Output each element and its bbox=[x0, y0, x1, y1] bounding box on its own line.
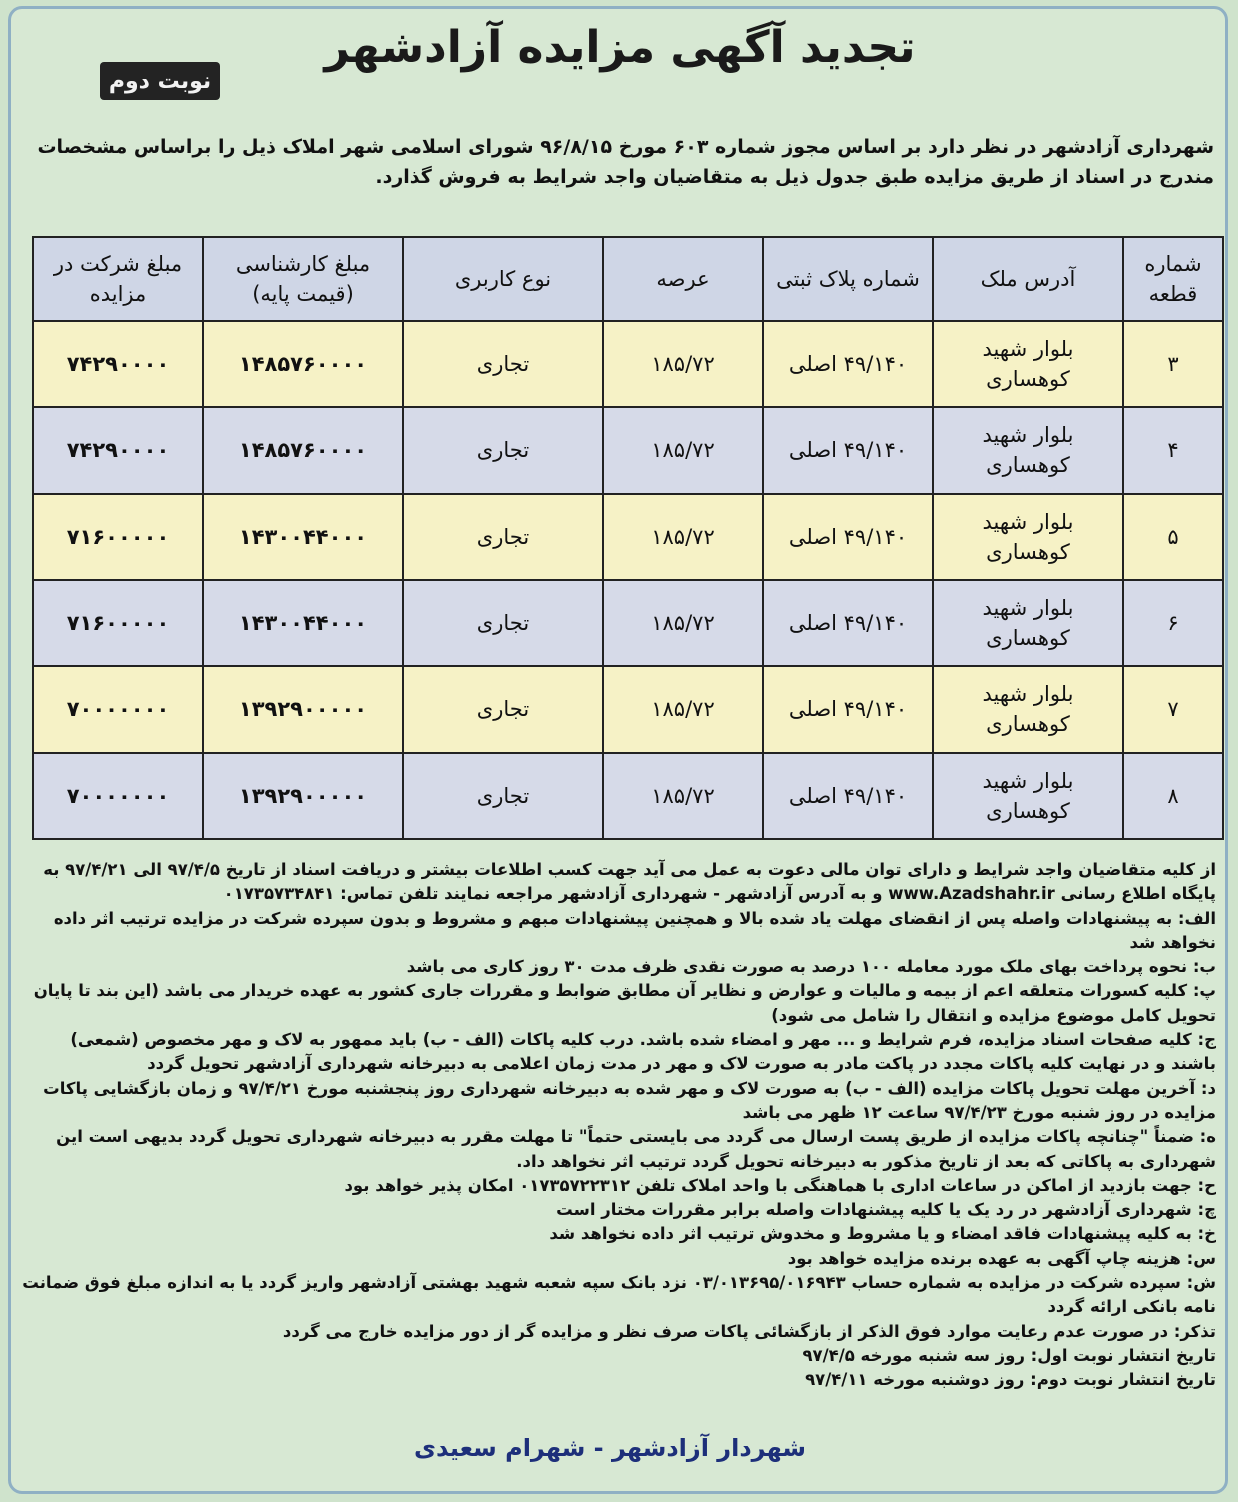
area-cell: ۱۸۵/۷۲ bbox=[603, 666, 763, 752]
second-publication-date: تاریخ انتشار نوبت دوم: روز دوشنبه مورخه ۹۷/۴/۱۱ bbox=[805, 1370, 1216, 1390]
deposit-cell: ۷۴۲۹۰۰۰۰ bbox=[33, 321, 203, 407]
plot-number-cell: ۶ bbox=[1123, 580, 1223, 666]
registry-plate-cell: ۴۹/۱۴۰ اصلی bbox=[763, 494, 933, 580]
table-row bbox=[33, 580, 1223, 666]
plot-number-cell: ۵ bbox=[1123, 494, 1223, 580]
base-price-cell: ۱۴۸۵۷۶۰۰۰۰ bbox=[203, 407, 403, 493]
condition-item: س: هزینه چاپ آگهی به عهده برنده مزایده خواهد بود bbox=[787, 1248, 1216, 1268]
base-price-cell: ۱۴۳۰۰۴۴۰۰۰ bbox=[203, 580, 403, 666]
table-row bbox=[33, 494, 1223, 580]
condition-item: پ: کلیه کسورات متعلقه اعم از بیمه و مالیات و عوارض و نظایر آن مطابق ضوابط و مقررات جاری کشور به عهده خریدار می باشد (این بند تا پایان تحویل کامل موضوع مزایده و انتقال را شامل می شود) bbox=[33, 981, 1216, 1025]
condition-item: الف: به پیشنهادات واصله پس از انقضای مهلت یاد شده بالا و همچنین پیشنهادات مبهم و مشروط و بدون سپرده شرکت در مزایده ترتیب اثر داده نخواهد شد bbox=[53, 908, 1216, 952]
usage-cell: تجاری bbox=[403, 666, 603, 752]
plot-number-cell: ۷ bbox=[1123, 666, 1223, 752]
address-cell: بلوار شهید کوهساری bbox=[933, 753, 1123, 839]
plot-number-cell: ۴ bbox=[1123, 407, 1223, 493]
condition-item: ش: سپرده شرکت در مزایده به شماره حساب ۰۳/۰۱۳۶۹۵/۰۱۶۹۴۳ نزد بانک سپه شعبه شهید بهشتی آزادشهر واریز گردد یا به اندازه مبلغ فوق ضمانت نامه بانکی ارائه گردد bbox=[22, 1273, 1216, 1317]
usage-cell: تجاری bbox=[403, 580, 603, 666]
first-publication-date: تاریخ انتشار نوبت اول: روز سه شنبه مورخه ۹۷/۴/۵ bbox=[802, 1345, 1216, 1365]
header-cell: آدرس ملک bbox=[933, 237, 1123, 321]
address-cell: بلوار شهید کوهساری bbox=[933, 407, 1123, 493]
condition-item: از کلیه متقاضیان واجد شرایط و دارای توان مالی دعوت به عمل می آید جهت کسب اطلاعات بیشتر و دریافت اسناد از تاریخ ۹۷/۴/۵ الی ۹۷/۴/۲۱ به پایگاه اطلاع رسانی www.Azadshahr.ir و به آدرس آزادشهر - شهرداری آزادشهر مراجعه نمایند تلفن تماس: ۰۱۷۳۵۷۳۴۸۴۱ bbox=[43, 860, 1216, 904]
condition-item: تذکر: در صورت عدم رعایت موارد فوق الذکر از بازگشائی پاکات صرف نظر و مزایده گر از دور مزایده خارج می گردد bbox=[282, 1321, 1216, 1341]
condition-item: د: آخرین مهلت تحویل پاکات مزایده (الف - ب) به صورت لاک و مهر شده به دبیرخانه شهرداری روز پنجشنبه مورخ ۹۷/۴/۲۱ و زمان بازگشایی پاکات مزایده در روز شنبه مورخ ۹۷/۴/۲۳ ساعت ۱۲ ظهر می باشد bbox=[43, 1078, 1216, 1122]
table-row bbox=[33, 407, 1223, 493]
notice-title: تجدید آگهی مزایده آزادشهر bbox=[324, 22, 916, 73]
usage-cell: تجاری bbox=[403, 321, 603, 407]
registry-plate-cell: ۴۹/۱۴۰ اصلی bbox=[763, 666, 933, 752]
address-cell: بلوار شهید کوهساری bbox=[933, 494, 1123, 580]
table-header-row bbox=[33, 237, 1223, 321]
header-cell: شماره قطعه bbox=[1123, 237, 1223, 321]
condition-item: ح: جهت بازدید از اماکن در ساعات اداری با هماهنگی با واحد املاک تلفن ۰۱۷۳۵۷۲۲۳۱۲ امکان پذیر خواهد بود bbox=[344, 1175, 1216, 1195]
area-cell: ۱۸۵/۷۲ bbox=[603, 580, 763, 666]
condition-item: ب: نحوه پرداخت بهای ملک مورد معامله ۱۰۰ درصد به صورت نقدی ظرف مدت ۳۰ روز کاری می باشد bbox=[406, 957, 1216, 977]
condition-item: ه: ضمناً "چنانچه پاکات مزایده از طریق پست ارسال می گردد می بایستی حتماً" تا مهلت مقرر به دبیرخانه شهرداری تحویل گردد بدیهی است این شهرداری به پاکاتی که بعد از تاریخ مذکور به دبیرخانه تحویل گردد ترتیب اثر نخواهد داد. bbox=[56, 1127, 1216, 1171]
registry-plate-cell: ۴۹/۱۴۰ اصلی bbox=[763, 321, 933, 407]
address-cell: بلوار شهید کوهساری bbox=[933, 580, 1123, 666]
registry-plate-cell: ۴۹/۱۴۰ اصلی bbox=[763, 753, 933, 839]
usage-cell: تجاری bbox=[403, 494, 603, 580]
deposit-cell: ۷۴۲۹۰۰۰۰ bbox=[33, 407, 203, 493]
registry-plate-cell: ۴۹/۱۴۰ اصلی bbox=[763, 407, 933, 493]
conditions-list bbox=[20, 858, 1216, 1393]
deposit-cell: ۷۰۰۰۰۰۰۰ bbox=[33, 753, 203, 839]
header-cell: عرصه bbox=[603, 237, 763, 321]
header-cell: مبلغ کارشناسی (قیمت پایه) bbox=[203, 237, 403, 321]
area-cell: ۱۸۵/۷۲ bbox=[603, 494, 763, 580]
plot-number-cell: ۳ bbox=[1123, 321, 1223, 407]
usage-cell: تجاری bbox=[403, 753, 603, 839]
header-cell: مبلغ شرکت در مزایده bbox=[33, 237, 203, 321]
condition-item: چ: شهرداری آزادشهر در رد یک یا کلیه پیشنهادات واصله برابر مقررات مختار است bbox=[556, 1200, 1216, 1220]
base-price-cell: ۱۴۳۰۰۴۴۰۰۰ bbox=[203, 494, 403, 580]
base-price-cell: ۱۳۹۲۹۰۰۰۰۰ bbox=[203, 753, 403, 839]
address-cell: بلوار شهید کوهساری bbox=[933, 666, 1123, 752]
usage-cell: تجاری bbox=[403, 407, 603, 493]
base-price-cell: ۱۳۹۲۹۰۰۰۰۰ bbox=[203, 666, 403, 752]
header-cell: شماره پلاک ثبتی bbox=[763, 237, 933, 321]
registry-plate-cell: ۴۹/۱۴۰ اصلی bbox=[763, 580, 933, 666]
condition-item: ج: کلیه صفحات اسناد مزایده، فرم شرایط و ... مهر و امضاء شده باشد. درب کلیه پاکات (الف - ب) باید ممهور به لاک و مهر مخصوص (شمعی) باشند و در نهایت کلیه پاکات مجدد در پاکت مادر به صورت لاک و مهر در مدت زمان اعلامی به دبیرخانه شهرداری آزادشهر تحویل گردد bbox=[70, 1030, 1216, 1074]
deposit-cell: ۷۰۰۰۰۰۰۰ bbox=[33, 666, 203, 752]
address-cell: بلوار شهید کوهساری bbox=[933, 321, 1123, 407]
area-cell: ۱۸۵/۷۲ bbox=[603, 321, 763, 407]
deposit-cell: ۷۱۶۰۰۰۰۰ bbox=[33, 580, 203, 666]
deposit-cell: ۷۱۶۰۰۰۰۰ bbox=[33, 494, 203, 580]
auction-table bbox=[32, 236, 1224, 840]
area-cell: ۱۸۵/۷۲ bbox=[603, 407, 763, 493]
base-price-cell: ۱۴۸۵۷۶۰۰۰۰ bbox=[203, 321, 403, 407]
mayor-signature: شهردار آزادشهر - شهرام سعیدی bbox=[413, 1434, 807, 1462]
plot-number-cell: ۸ bbox=[1123, 753, 1223, 839]
intro-paragraph: شهرداری آزادشهر در نظر دارد بر اساس مجوز شماره ۶۰۳ مورخ ۹۶/۸/۱۵ شورای اسلامی شهر املاک ذیل را براساس مشخصات مندرج در اسناد از طریق مزایده طبق جدول ذیل به متقاضیان واجد شرایط به فروش گذارد. bbox=[37, 136, 1214, 188]
area-cell: ۱۸۵/۷۲ bbox=[603, 753, 763, 839]
table-row bbox=[33, 666, 1223, 752]
header-cell: نوع کاربری bbox=[403, 237, 603, 321]
table-row bbox=[33, 321, 1223, 407]
condition-item: خ: به کلیه پیشنهادات فاقد امضاء و یا مشروط و مخدوش ترتیب اثر داده نخواهد شد bbox=[549, 1224, 1216, 1244]
round-badge: نوبت دوم bbox=[100, 62, 220, 100]
table-row bbox=[33, 753, 1223, 839]
